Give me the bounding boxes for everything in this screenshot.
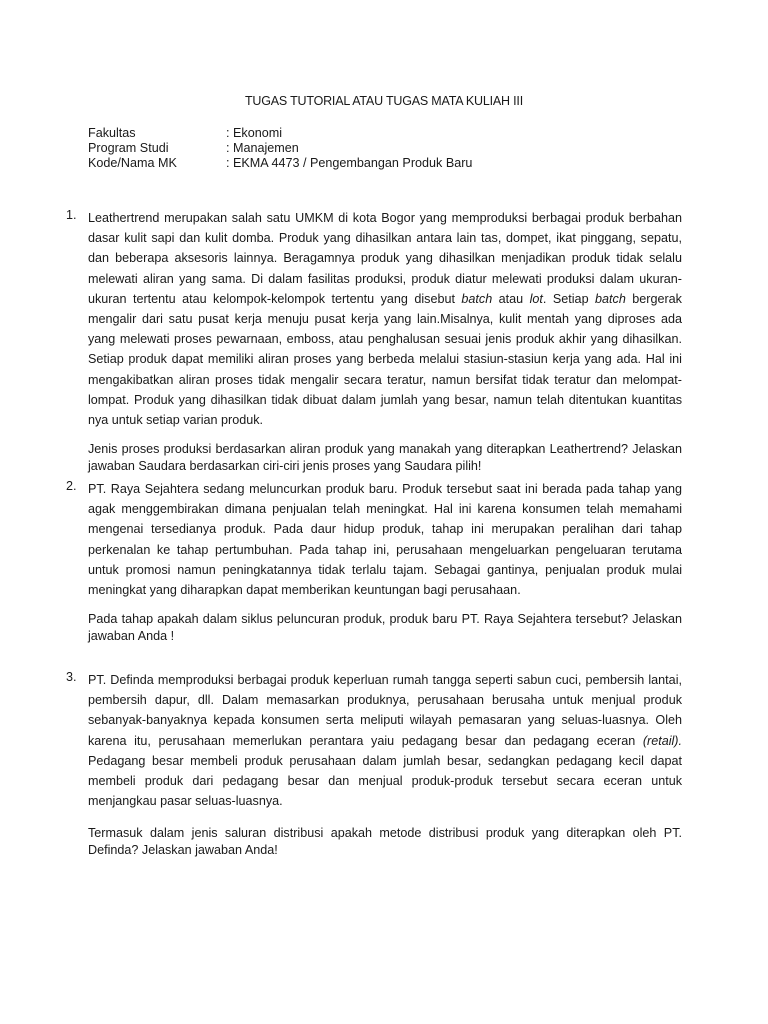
document-title: TUGAS TUTORIAL ATAU TUGAS MATA KULIAH III (245, 94, 523, 108)
context-text: PT. Definda memproduksi berbagai produk keperluan rumah tangga seperti sabun cuci, pembersih lantai, pembersih dapur, dll. Dalam memasarkan produknya, perusahaan berusaha untuk menjual produk sebanyak-banyaknya kepada konsumen serta meliputi wilayah pemasaran yang seluas-luasnya. Oleh karena itu, perusahaan memerlukan perantara yaiu pedagang besar dan pedagang eceran (88, 673, 682, 748)
meta-row-course (88, 156, 472, 171)
meta-value: : Manajemen (226, 141, 299, 155)
question-context (88, 670, 682, 811)
context-text: bergerak mengalir dari satu pusat kerja menuju pusat kerja yang lain.Misalnya, kulit mentah yang diproses ada yang melewati proses pewarnaan, emboss, atau penghalusan sesuai jenis produk akhir yang dihasilkan. Setiap produk dapat memiliki aliran proses yang berbeda melalui stasiun-stasiun kerja yang ada. Hal ini mengakibatkan aliran proses tidak mengalir secara teratur, namun bersifat tidak teratur dan melompat-lompat. Produk yang dihasilkan tidak dibuat dalam jumlah yang besar, namun telah ditentukan kuantitas nya untuk setiap varian produk. (88, 291, 682, 428)
question-number: 3. (66, 670, 77, 684)
meta-row-faculty (88, 126, 472, 141)
question-number: 1. (66, 208, 77, 222)
question-number: 2. (66, 479, 77, 493)
context-text: atau (492, 291, 530, 306)
course-info (88, 126, 472, 171)
question-prompt: Jenis proses produksi berdasarkan aliran produk yang manakah yang diterapkan Leathertrend? Jelaskan jawaban Saudara berdasarkan ciri-ciri jenis proses yang Saudara pilih! (88, 442, 682, 474)
context-text: . Setiap (542, 291, 596, 306)
question-context (88, 208, 682, 430)
question-3 (66, 670, 682, 859)
meta-label: Fakultas (88, 126, 136, 140)
italic-term: (retail). (642, 733, 682, 748)
meta-label: Kode/Nama MK (88, 156, 177, 170)
question-prompt: Pada tahap apakah dalam siklus peluncuran produk, produk baru PT. Raya Sejahtera tersebut? Jelaskan jawaban Anda ! (88, 612, 682, 644)
question-2 (66, 479, 682, 645)
italic-term: batch (461, 291, 493, 306)
question-context: PT. Raya Sejahtera sedang meluncurkan produk baru. Produk tersebut saat ini berada pada tahap yang agak menggembirakan dimana penjualan telah meningkat. Hal ini karena konsumen telah memahami mengenai tersedianya produk. Pada daur hidup produk, tahap ini merupakan peralihan dari tahap perkenalan ke tahap pertumbuhan. Pada tahap ini, perusahaan mengeluarkan pengeluaran terutama untuk promosi namun peningkatannya tidak terlalu tajam. Sebagai gantinya, penjualan produk mulai meningkat yang diharapkan dapat memberikan keuntungan bagi perusahaan. (88, 482, 682, 598)
context-text: Pedagang besar membeli produk perusahaan dalam jumlah besar, sedangkan pedagang kecil dapat membeli produk dari pedagang besar dan menjual produk-produk tersebut secara eceran untuk menjangkau pasar seluas-luasnya. (88, 753, 682, 809)
question-1 (66, 208, 682, 475)
meta-value: : Ekonomi (226, 126, 282, 140)
meta-value: : EKMA 4473 / Pengembangan Produk Baru (226, 156, 473, 170)
meta-label: Program Studi (88, 141, 169, 155)
italic-term: batch (595, 291, 626, 306)
meta-row-program (88, 141, 472, 156)
question-prompt: Termasuk dalam jenis saluran distribusi apakah metode distribusi produk yang diterapkan oleh PT. Definda? Jelaskan jawaban Anda! (88, 826, 682, 858)
italic-term: lot (529, 291, 543, 306)
context-text: Leathertrend merupakan salah satu UMKM di kota Bogor yang memproduksi berbagai produk berbahan dasar kulit sapi dan kulit domba. Produk yang dihasilkan antara lain tas, dompet, ikat pinggang, sepatu, dan beberapa aksesoris lainnya. Beragamnya produk yang dihasilkan menjadikan produk tidak selalu melewati aliran yang sama. Di dalam fasilitas produksi, produk diatur melewati produksi dalam ukuran-ukuran tertentu atau kelompok-kelompok tertentu yang disebut (88, 211, 682, 306)
